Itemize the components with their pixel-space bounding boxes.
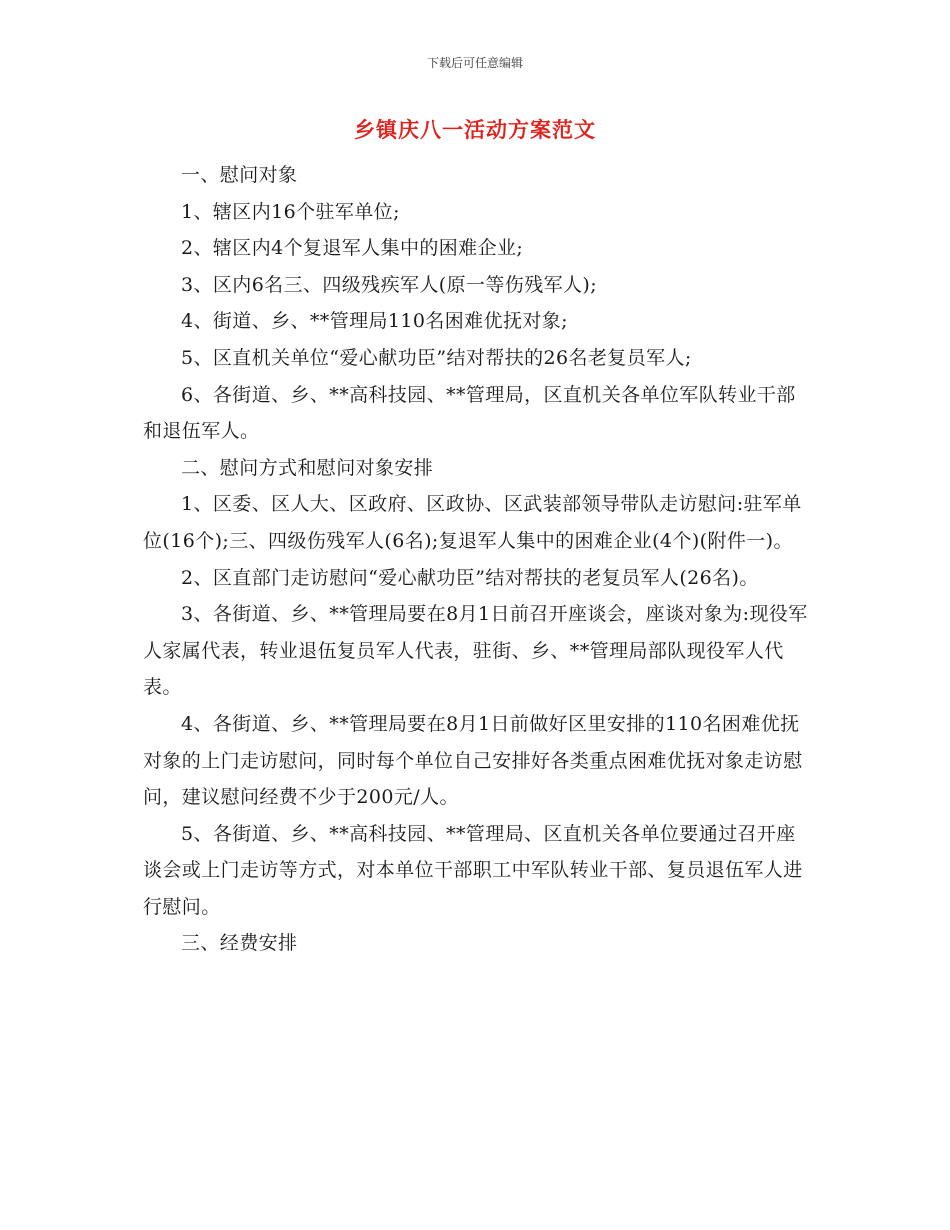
document-body bbox=[143, 157, 815, 962]
list-item: 2、区直部门走访慰问“爱心献功臣”结对帮扶的老复员军人(26名)。 bbox=[181, 566, 759, 589]
list-item: 2、辖区内4个复退军人集中的困难企业; bbox=[181, 237, 524, 260]
list-item: 3、区内6名三、四级残疾军人(原一等伤残军人); bbox=[181, 273, 598, 296]
list-item: 1、辖区内16个驻军单位; bbox=[181, 200, 400, 223]
list-item: 1、区委、区人大、区政府、区政协、区武装部领导带队走访慰问:驻军单位(16个);三、四级伤残军人(6名);复退军人集中的困难企业(4个)(附件一)。 bbox=[143, 493, 802, 552]
list-item: 3、各街道、乡、**管理局要在8月1日前召开座谈会，座谈对象为:现役军人家属代表，转业退伍复员军人代表，驻街、乡、**管理局部队现役军人代表。 bbox=[143, 603, 808, 699]
list-item: 6、各街道、乡、**高科技园、**管理局，区直机关各单位军队转业干部和退伍军人。 bbox=[143, 383, 796, 443]
section-heading-3: 三、经费安排 bbox=[181, 932, 298, 955]
list-item: 5、各街道、乡、**高科技园、**管理局、区直机关各单位要通过召开座谈会或上门走访等方式，对本单位干部职工中军队转业干部、复员退伍军人进行慰问。 bbox=[143, 822, 803, 918]
section-heading-2: 二、慰问方式和慰问对象安排 bbox=[181, 456, 434, 479]
document-title: 乡镇庆八一活动方案范文 bbox=[354, 117, 596, 142]
list-item: 4、街道、乡、**管理局110名困难优抚对象; bbox=[181, 310, 568, 333]
list-item: 5、区直机关单位“爱心献功臣”结对帮扶的26名老复员军人; bbox=[181, 346, 692, 369]
list-item: 4、各街道、乡、**管理局要在8月1日前做好区里安排的110名困难优抚对象的上门走访慰问，同时每个单位自己安排好各类重点困难优抚对象走访慰问，建议慰问经费不少于200元/人。 bbox=[143, 712, 803, 809]
page-header-note: 下载后可任意编辑 bbox=[426, 56, 523, 70]
section-heading-1: 一、慰问对象 bbox=[181, 164, 298, 186]
